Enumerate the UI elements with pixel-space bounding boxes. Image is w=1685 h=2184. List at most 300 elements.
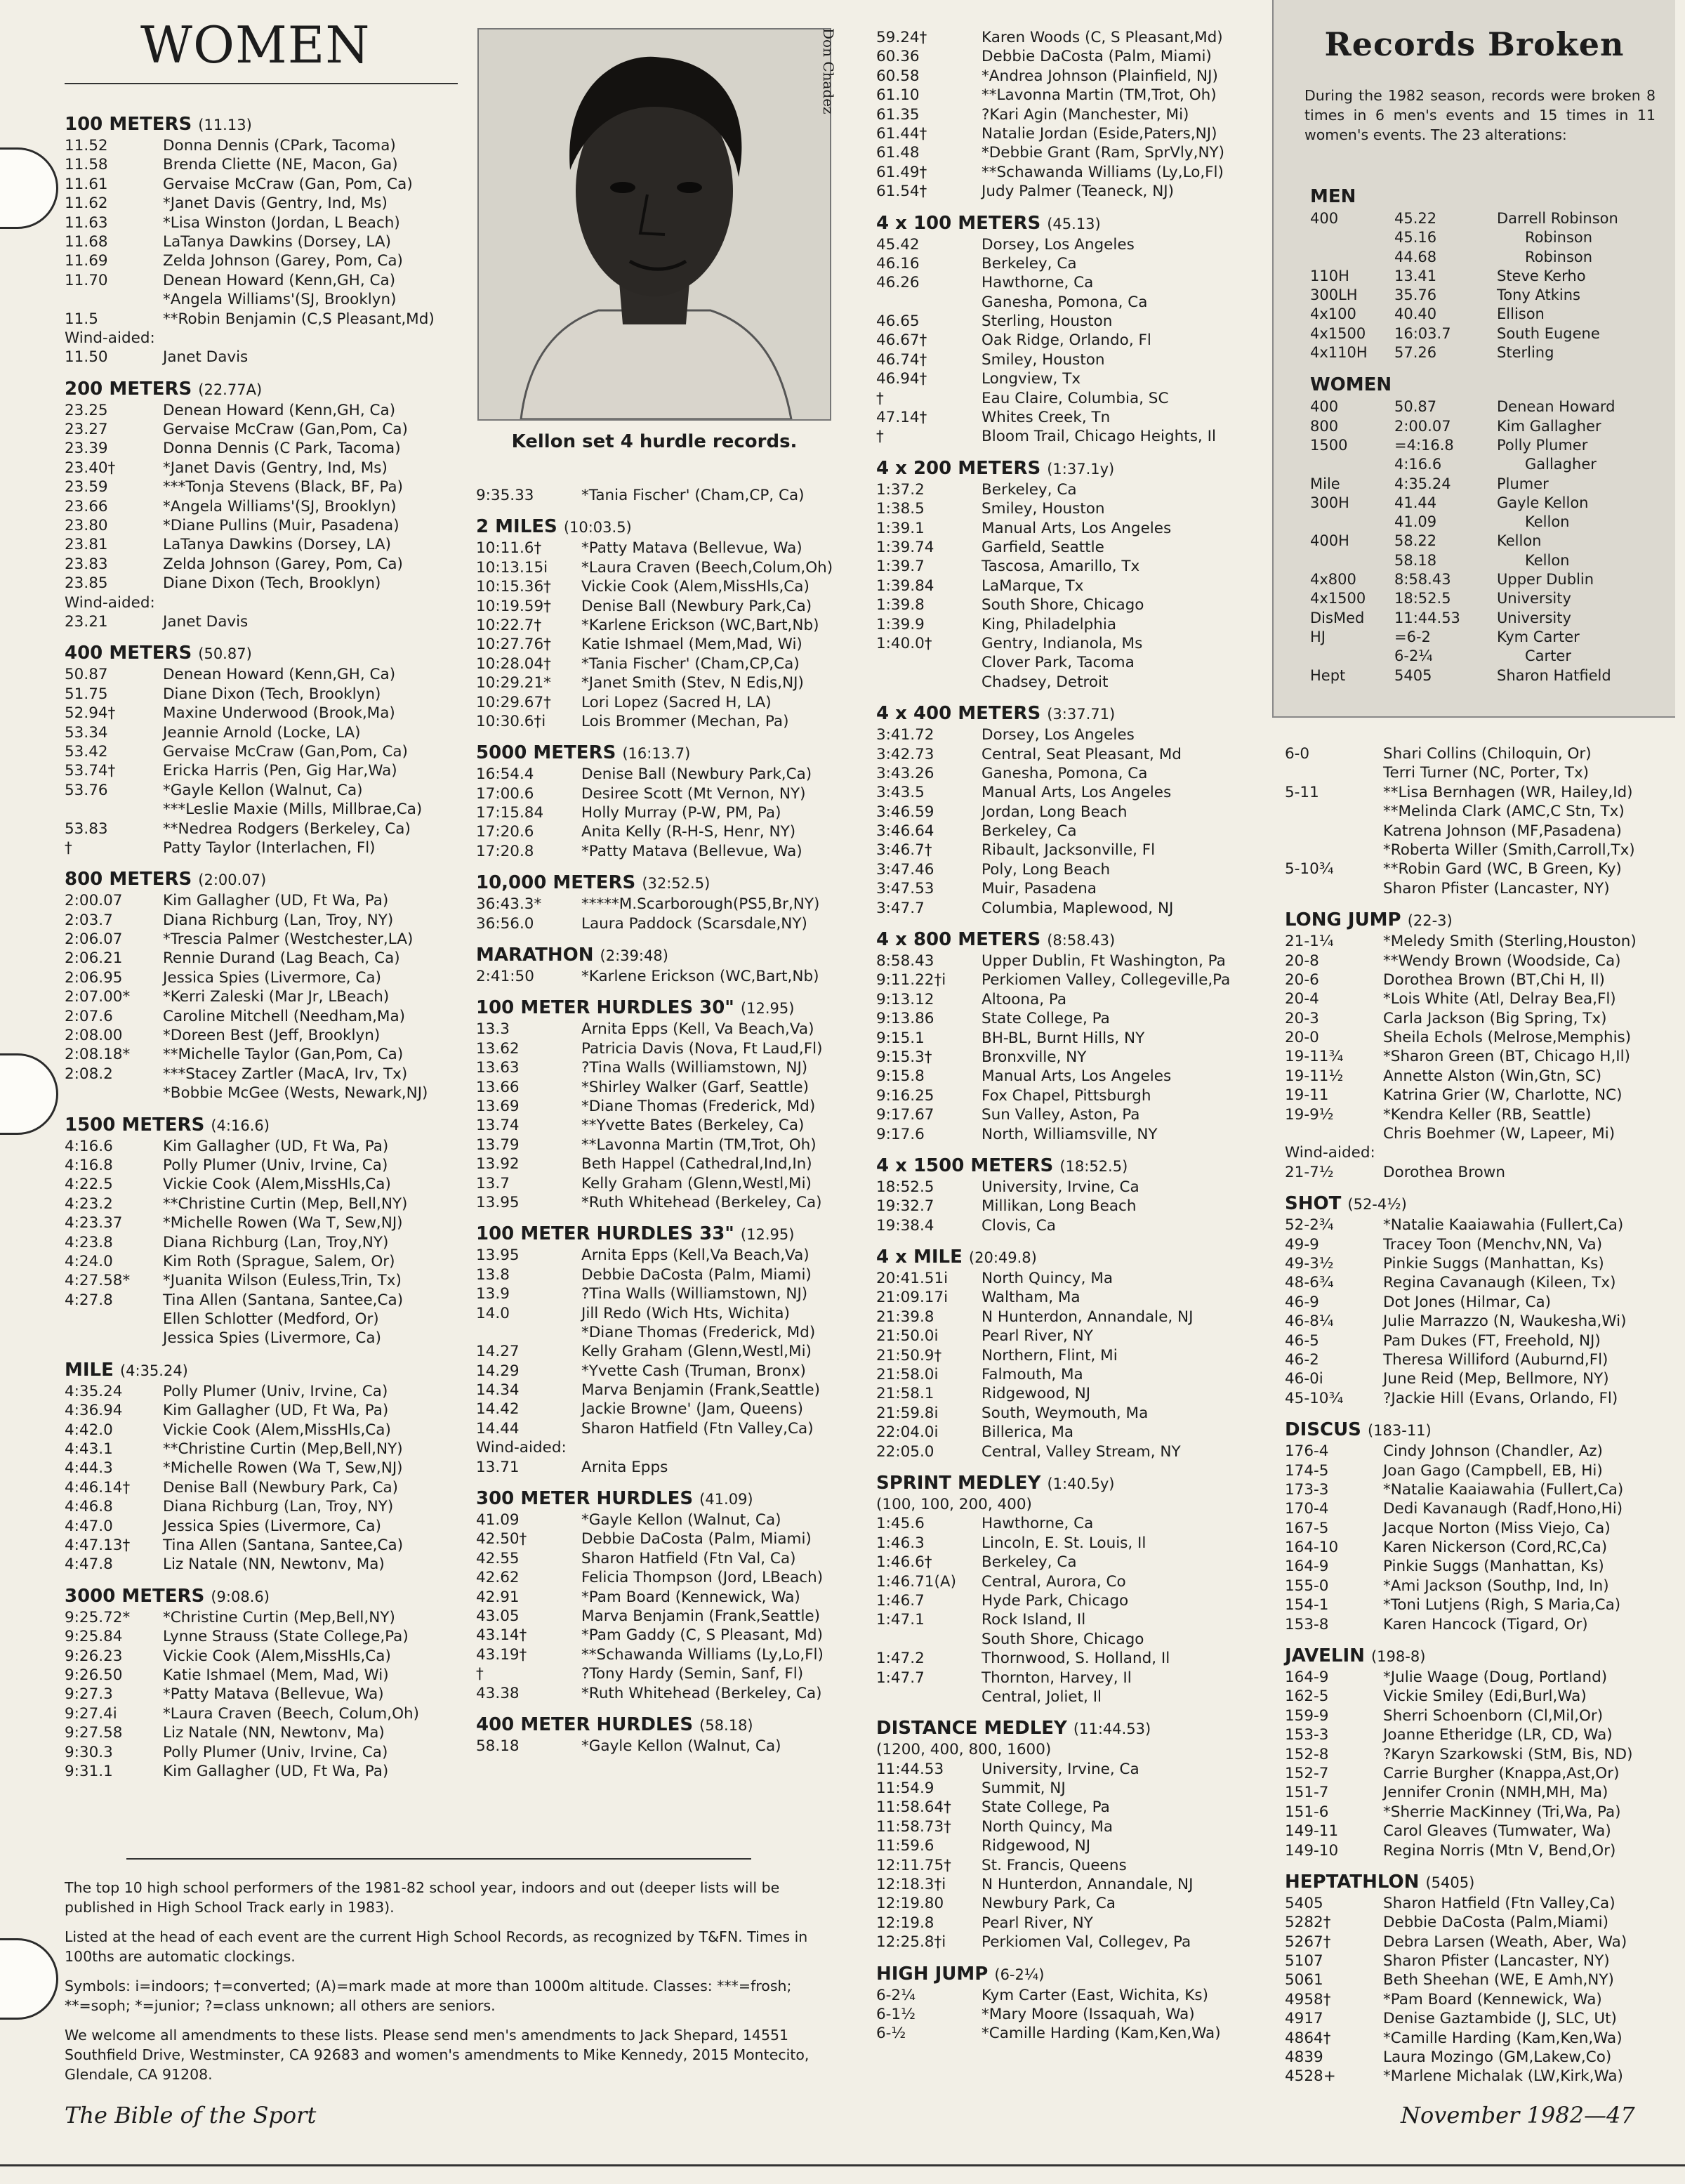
result-athlete: Billerica, Ma (982, 1423, 1074, 1442)
result-athlete: Denise Ball (Newbury Park, Ca) (163, 1478, 399, 1496)
result-mark: 176-4 (1285, 1442, 1329, 1461)
result-row (65, 1252, 458, 1271)
result-athlete: Beth Sheehan (WE, E Amh,NY) (1383, 1971, 1614, 1989)
result-mark: 8:58.43 (876, 952, 934, 971)
result-row (65, 911, 458, 930)
result-mark: 170-4 (1285, 1500, 1329, 1518)
result-mark: 11.70 (65, 271, 108, 289)
result-row (1285, 1668, 1678, 1687)
result-mark: 155-0 (1285, 1577, 1329, 1595)
result-mark: 153-8 (1285, 1615, 1329, 1633)
event-name: MILE (65, 1359, 114, 1381)
result-mark: 2:03.7 (65, 911, 113, 929)
event-record: (58.18) (699, 1716, 753, 1734)
result-mark: † (876, 389, 884, 407)
result-athlete: *Pam Board (Kennewick, Wa) (1383, 1990, 1602, 2008)
result-mark: 46.65 (876, 313, 920, 331)
result-athlete: Kelly Graham (Glenn,Westl,Mi) (581, 1174, 812, 1192)
result-mark: 3:41.72 (876, 726, 934, 744)
result-row (65, 1517, 458, 1536)
result-athlete: Clover Park, Tacoma (982, 654, 1135, 672)
result-row (876, 124, 1269, 143)
result-mark: 2:06.95 (65, 968, 123, 987)
result-athlete: *Bobbie McGee (Wests, Newark,NJ) (163, 1084, 428, 1103)
result-row (65, 1762, 458, 1781)
result-row (876, 1534, 1269, 1553)
result-row (1285, 1312, 1678, 1331)
result-row (65, 1195, 458, 1213)
result-athlete: ?Kari Agin (Manchester, Mi) (982, 105, 1189, 124)
result-mark: 11:58.64† (876, 1798, 951, 1817)
record-mark: 5405 (1394, 666, 1432, 684)
result-row (1285, 1369, 1678, 1388)
result-row (65, 535, 458, 554)
result-mark: 20-0 (1285, 1029, 1319, 1047)
result-mark: 23.85 (65, 574, 108, 593)
result-row (476, 1645, 869, 1664)
result-row (65, 1666, 458, 1685)
result-athlete: **Robin Benjamin (C,S Pleasant,Md) (163, 310, 435, 328)
result-mark: Wind-aided: (1285, 1144, 1375, 1162)
result-row (476, 1568, 869, 1587)
result-athlete: Jessica Spies (Livermore, Ca) (163, 1517, 381, 1535)
result-mark: 14.42 (476, 1400, 520, 1419)
result-athlete: Sharon Hatfield (Ftn Valley,Ca) (581, 1419, 814, 1438)
result-row (65, 175, 458, 194)
result-athlete: *Doreen Best (Jeff, Brooklyn) (163, 1027, 381, 1045)
result-athlete: June Reid (Mep, Bellmore, NY) (1383, 1370, 1609, 1388)
result-row (876, 1009, 1269, 1028)
result-mark: 17:20.8 (476, 842, 534, 860)
result-athlete: Carol Gleaves (Tumwater, Wa) (1383, 1822, 1611, 1841)
result-athlete: Hyde Park, Chicago (982, 1591, 1129, 1610)
result-athlete: *Pam Board (Kennewick, Wa) (581, 1588, 800, 1606)
result-mark: 52-2¾ (1285, 1216, 1334, 1235)
result-athlete: *Laura Craven (Beech,Colum,Oh) (581, 558, 833, 577)
result-athlete: *Andrea Johnson (Plainfield, NJ) (982, 67, 1218, 85)
result-row (65, 968, 458, 987)
result-mark: 46.26 (876, 274, 920, 292)
result-athlete: Maxine Underwood (Brook,Ma) (163, 704, 395, 723)
result-mark: 42.62 (476, 1569, 520, 1587)
result-mark: 17:15.84 (476, 804, 544, 822)
result-row (65, 1213, 458, 1232)
result-row (65, 1233, 458, 1252)
result-mark: 4:23.2 (65, 1195, 113, 1213)
result-mark: 14.29 (476, 1362, 520, 1380)
result-athlete: *Ruth Whitehead (Berkeley, Ca) (581, 1684, 822, 1702)
result-mark: 1:39.1 (876, 519, 925, 537)
result-athlete: *Camille Harding (Kam,Ken,Wa) (1383, 2029, 1623, 2047)
result-athlete: *Gayle Kellon (Walnut, Ca) (581, 1737, 781, 1755)
result-athlete: **Michelle Taylor (Gan,Pom, Ca) (163, 1046, 404, 1064)
result-athlete: Chris Boehmer (W, Lapeer, Mi) (1383, 1125, 1615, 1143)
result-row (876, 538, 1269, 557)
result-row (65, 497, 458, 516)
result-mark: 9:16.25 (876, 1086, 934, 1105)
result-mark: 2:41:50 (476, 968, 534, 986)
result-row (65, 555, 458, 574)
record-holder: Robinson (1525, 229, 1593, 246)
result-row (65, 612, 458, 631)
event-record: (1:40.5y) (1047, 1475, 1115, 1492)
result-athlete: *Camille Harding (Kam,Ken,Wa) (982, 2025, 1221, 2043)
result-mark: 10:29.21* (476, 674, 551, 692)
result-mark: (1200, 400, 800, 1600) (876, 1741, 1052, 1759)
result-row (476, 712, 869, 731)
result-row (876, 634, 1269, 653)
result-row (476, 1246, 869, 1265)
record-event: 400 (1310, 210, 1339, 227)
result-athlete: Carla Jackson (Big Spring, Tx) (1383, 1009, 1607, 1027)
result-row (476, 597, 869, 616)
event-name: 100 METERS (65, 114, 192, 135)
result-athlete: South Shore, Chicago (982, 596, 1144, 614)
result-athlete: *Janet Davis (Gentry, Ind, Ms) (163, 195, 388, 213)
record-holder: Polly Plumer (1497, 436, 1588, 454)
result-row (65, 1329, 458, 1348)
result-mark: 6-½ (876, 2025, 906, 2043)
result-mark: 20-6 (1285, 971, 1319, 989)
footer-page: November 1982—47 (1401, 2102, 1635, 2129)
result-mark: 23.39 (65, 440, 108, 458)
result-row (1285, 989, 1678, 1008)
result-athlete: ?Tina Walls (Williamstown, NJ) (581, 1059, 808, 1077)
event-heading (476, 1713, 869, 1737)
result-row (65, 1685, 458, 1704)
result-row (876, 2024, 1269, 2043)
result-athlete: Diana Richburg (Lan, Troy, NY) (163, 1498, 394, 1516)
result-athlete: *Sherrie MacKinney (Tri,Wa, Pa) (1383, 1803, 1621, 1821)
result-mark: 1:39.9 (876, 615, 925, 633)
event-name: 5000 METERS (476, 742, 616, 764)
result-row (876, 596, 1269, 614)
event-name: 300 METER HURDLES (476, 1488, 694, 1510)
event-record: (18:52.5) (1059, 1157, 1128, 1175)
result-row (876, 1384, 1269, 1403)
result-row (876, 105, 1269, 124)
result-row (876, 1404, 1269, 1423)
result-row (65, 1627, 458, 1646)
result-mark: 46-5 (1285, 1331, 1319, 1350)
result-mark: 10:30.6†i (476, 712, 546, 730)
result-mark: 5-11 (1285, 783, 1319, 801)
result-athlete: BH-BL, Burnt Hills, NY (982, 1029, 1145, 1047)
result-athlete: Lois Brommer (Mechan, Pa) (581, 712, 789, 730)
result-row (65, 1743, 458, 1762)
result-athlete: Hawthorne, Ca (982, 274, 1094, 292)
record-mark: 11:44.53 (1394, 609, 1460, 626)
record-row (1310, 513, 1668, 532)
event-name: 4 x 200 METERS (876, 457, 1041, 479)
result-mark: 6-2¼ (876, 1986, 916, 2004)
result-mark: 12:25.8†i (876, 1933, 946, 1952)
record-holder: South Eugene (1497, 324, 1600, 342)
result-athlete: Berkeley, Ca (982, 480, 1077, 499)
result-row (65, 1175, 458, 1194)
result-mark: 4:47.0 (65, 1517, 113, 1535)
result-row (1285, 1783, 1678, 1802)
result-mark: 9:30.3 (65, 1743, 113, 1761)
result-row (65, 1608, 458, 1627)
result-athlete: Jessica Spies (Livermore, Ca) (163, 1329, 381, 1348)
result-athlete: *Sharon Green (BT, Chicago H,Il) (1383, 1048, 1631, 1066)
result-row (1285, 1461, 1678, 1480)
result-row (876, 273, 1269, 292)
result-athlete: Jennifer Cronin (NMH,MH, Ma) (1383, 1784, 1608, 1802)
result-mark: 4528+ (1285, 2067, 1336, 2086)
result-row (65, 1271, 458, 1290)
event-record: (22-3) (1407, 912, 1453, 930)
result-mark: † (476, 1665, 484, 1683)
result-athlete: Katie Ishmael (Mem,Mad, Wi) (581, 636, 802, 654)
result-row (65, 1137, 458, 1156)
result-row (65, 420, 458, 439)
result-row (65, 232, 458, 251)
event-record: (22.77A) (198, 381, 263, 398)
result-athlete: Bronxville, NY (982, 1048, 1087, 1066)
result-athlete: Debbie DaCosta (Palm, Miami) (982, 48, 1212, 66)
records-title: Records Broken (1324, 25, 1625, 63)
result-row (65, 290, 458, 309)
result-athlete: ?Jackie Hill (Evans, Orlando, Fl) (1383, 1389, 1618, 1407)
result-mark: (100, 100, 200, 400) (876, 1496, 1032, 1513)
result-mark: 9:25.72* (65, 1608, 131, 1626)
result-row (1285, 1499, 1678, 1518)
result-mark: 22:05.0 (876, 1442, 934, 1461)
record-event: Mile (1310, 475, 1340, 492)
event-heading (65, 1584, 458, 1608)
result-row (65, 949, 458, 968)
result-row (1285, 1273, 1678, 1292)
result-mark: 152-7 (1285, 1764, 1329, 1782)
result-row (476, 967, 869, 986)
result-mark: 12:19.80 (876, 1895, 944, 1913)
result-athlete: Diane Dixon (Tech, Brooklyn) (163, 574, 381, 593)
result-mark: 10:27.76† (476, 636, 551, 654)
result-mark: 4:16.8 (65, 1156, 113, 1174)
event-heading (476, 996, 869, 1020)
result-athlete: Kelly Graham (Glenn,Westl,Mi) (581, 1343, 812, 1361)
result-athlete: *Marlene Michalak (LW,Kirk,Wa) (1383, 2067, 1623, 2086)
result-row (65, 329, 458, 348)
result-athlete: Denise Gaztambide (J, SLC, Ut) (1383, 2010, 1617, 2028)
result-row (65, 800, 458, 819)
result-row (876, 1553, 1269, 1572)
binder-hole (0, 147, 58, 229)
result-athlete: Denise Ball (Newbury Park,Ca) (581, 597, 812, 615)
result-mark: 4:23.8 (65, 1233, 113, 1251)
result-mark: 159-9 (1285, 1706, 1329, 1725)
record-row (1310, 532, 1668, 551)
result-mark: 3:46.7† (876, 841, 932, 860)
result-athlete: Debbie DaCosta (Palm, Miami) (581, 1265, 812, 1284)
result-athlete: **Wendy Brown (Woodside, Ca) (1383, 952, 1621, 970)
result-athlete: Sterling, Houston (982, 313, 1113, 331)
result-athlete: *Juanita Wilson (Euless,Trin, Tx) (163, 1272, 402, 1290)
result-athlete: ?Tony Hardy (Semin, Sanf, Fl) (581, 1665, 804, 1683)
record-row (1310, 324, 1668, 343)
result-row (876, 235, 1269, 254)
result-row (65, 310, 458, 329)
record-holder: Upper Dublin (1497, 571, 1594, 588)
record-holder: Plumer (1497, 475, 1549, 492)
result-row (476, 914, 869, 933)
result-mark: 11.63 (65, 213, 108, 232)
result-row (1285, 1933, 1678, 1952)
result-athlete: Berkeley, Ca (982, 1553, 1077, 1572)
result-athlete: Pearl River, NY (982, 1914, 1093, 1932)
result-athlete: Summit, NJ (982, 1780, 1066, 1798)
result-row (876, 1442, 1269, 1461)
result-row (1285, 1557, 1678, 1576)
result-mark: 61.49† (876, 163, 927, 181)
result-mark: 1:37.2 (876, 480, 925, 499)
result-row (876, 47, 1269, 66)
result-mark: 10:13.15i (476, 558, 548, 577)
event-record: (183-11) (1367, 1422, 1432, 1440)
record-mark: 6-2¼ (1394, 647, 1433, 665)
result-athlete: Vickie Cook (Alem,MissHls,Ca) (163, 1421, 391, 1439)
result-mark: 4:27.8 (65, 1291, 113, 1309)
result-athlete: Kim Gallagher (UD, Ft Wa, Pa) (163, 1762, 389, 1780)
result-athlete: **Yvette Bates (Berkeley, Ca) (581, 1117, 805, 1135)
result-row (1285, 1990, 1678, 2009)
result-row (65, 1310, 458, 1329)
result-athlete: LaMarque, Tx (982, 577, 1084, 595)
result-mark: 4:42.0 (65, 1421, 113, 1439)
column-2 (476, 486, 869, 1756)
result-mark: 13.74 (476, 1117, 520, 1135)
result-row (1285, 1293, 1678, 1312)
result-mark: 9:35.33 (476, 487, 534, 504)
result-athlete: Marva Benjamin (Frank,Seattle) (581, 1381, 821, 1400)
result-athlete: Brenda Cliette (NE, Macon, Ga) (163, 156, 398, 174)
record-holder: Gayle Kellon (1497, 494, 1589, 511)
footnote-4: We welcome all amendments to these lists. Please send men's amendments to Jack Shepard, 14551 Southfield Drive, Westminster, CA 92683 and women's amendments to Mike Kennedy, 2015 Montecito, Glendale, CA 91208. (65, 2027, 810, 2083)
result-athlete: Manual Arts, Los Angeles (982, 1067, 1172, 1086)
result-row (65, 1026, 458, 1045)
result-mark: 21:59.8i (876, 1404, 939, 1422)
record-mark: 35.76 (1394, 287, 1437, 304)
result-athlete: *Michelle Rowen (Wa T, Sew,NJ) (163, 1214, 403, 1232)
record-mark: 8:58.43 (1394, 571, 1451, 588)
result-athlete: *Natalie Kaaiawahia (Fullert,Ca) (1383, 1216, 1624, 1235)
result-row (476, 1626, 869, 1645)
result-row (1285, 1216, 1678, 1235)
event-name: 100 METER HURDLES 30" (476, 997, 734, 1019)
result-row (876, 254, 1269, 273)
record-mark: 45.16 (1394, 229, 1437, 246)
record-row (1310, 248, 1668, 267)
result-mark: 164-10 (1285, 1539, 1339, 1557)
result-mark: 1:47.7 (876, 1669, 925, 1687)
result-row (876, 143, 1269, 162)
result-mark: 154-1 (1285, 1596, 1329, 1614)
result-mark: 14.27 (476, 1343, 520, 1361)
result-row (476, 577, 869, 596)
result-mark: 10:28.04† (476, 654, 551, 673)
record-holder: University (1497, 590, 1571, 607)
result-row (876, 1591, 1269, 1610)
result-mark: 1:38.5 (876, 500, 925, 518)
result-athlete: N Hunterdon, Annandale, NJ (982, 1308, 1194, 1326)
result-athlete: Tina Allen (Santana, Santee,Ca) (163, 1291, 404, 1309)
result-athlete: Kim Gallagher (UD, Ft Wa, Pa) (163, 1402, 389, 1420)
result-row (1285, 802, 1678, 821)
event-name: MARATHON (476, 945, 594, 966)
result-row (65, 930, 458, 949)
result-athlete: Judy Palmer (Teaneck, NJ) (982, 183, 1175, 201)
result-athlete: University, Irvine, Ca (982, 1760, 1139, 1778)
result-row (65, 251, 458, 270)
result-mark: 4:47.13† (65, 1537, 131, 1554)
result-mark: 1:46.6† (876, 1553, 932, 1572)
result-athlete: Sherri Schoenborn (Cl,Mil,Or) (1383, 1706, 1604, 1725)
record-row (1310, 647, 1668, 666)
result-row (1285, 841, 1678, 860)
event-name: 1500 METERS (65, 1114, 205, 1136)
result-mark: 4:44.3 (65, 1459, 113, 1478)
result-row (1285, 1706, 1678, 1725)
result-row (476, 1136, 869, 1155)
result-athlete: **Schawanda Williams (Ly,Lo,Fl) (581, 1645, 824, 1664)
title-rule (65, 83, 458, 84)
result-row (65, 1421, 458, 1440)
record-mark: 16:03.7 (1394, 324, 1451, 342)
result-row (876, 841, 1269, 860)
result-row (876, 803, 1269, 822)
result-row (876, 499, 1269, 518)
result-row (876, 1288, 1269, 1307)
result-mark: 9:13.86 (876, 1010, 934, 1028)
result-row (876, 557, 1269, 576)
result-mark: 14.0 (476, 1304, 510, 1322)
result-row (876, 1269, 1269, 1288)
result-athlete: Ganesha, Pomona, Ca (982, 764, 1148, 782)
event-record: (45.13) (1047, 215, 1101, 232)
result-athlete: **Christine Curtin (Mep, Bell,NY) (163, 1195, 408, 1213)
result-row (1285, 1163, 1678, 1182)
result-mark: 1:47.2 (876, 1650, 925, 1668)
result-athlete: Dorothea Brown (1383, 1163, 1506, 1181)
result-row (1285, 1047, 1678, 1066)
record-row (1310, 551, 1668, 570)
result-row (876, 350, 1269, 369)
result-mark: 13.69 (476, 1097, 520, 1115)
result-athlete: Regina Norris (Mtn V, Bend,Or) (1383, 1841, 1616, 1860)
result-row (65, 348, 458, 367)
result-row (876, 1760, 1269, 1779)
footnotes (65, 1878, 826, 2094)
record-holder: Kellon (1497, 532, 1542, 550)
result-row (1285, 763, 1678, 782)
result-athlete: **Schawanda Williams (Ly,Lo,Fl) (982, 163, 1224, 181)
photo-caption: Kellon set 4 hurdle records. (511, 431, 798, 452)
result-mark: 11.5 (65, 310, 98, 328)
event-record: (20:49.8) (968, 1249, 1037, 1267)
result-mark: 21-1¼ (1285, 933, 1334, 951)
footnote-rule (126, 1858, 751, 1860)
result-mark: 20-8 (1285, 952, 1319, 970)
result-mark: 11.52 (65, 137, 108, 154)
result-athlete: Carrie Burgher (Knappa,Ast,Or) (1383, 1764, 1620, 1782)
event-name: 400 METERS (65, 643, 192, 664)
result-athlete: Dorsey, Los Angeles (982, 726, 1135, 744)
result-mark: 2:07.00* (65, 988, 131, 1006)
result-athlete: Katrina Grier (W, Charlotte, NC) (1383, 1086, 1623, 1105)
result-row (65, 781, 458, 800)
